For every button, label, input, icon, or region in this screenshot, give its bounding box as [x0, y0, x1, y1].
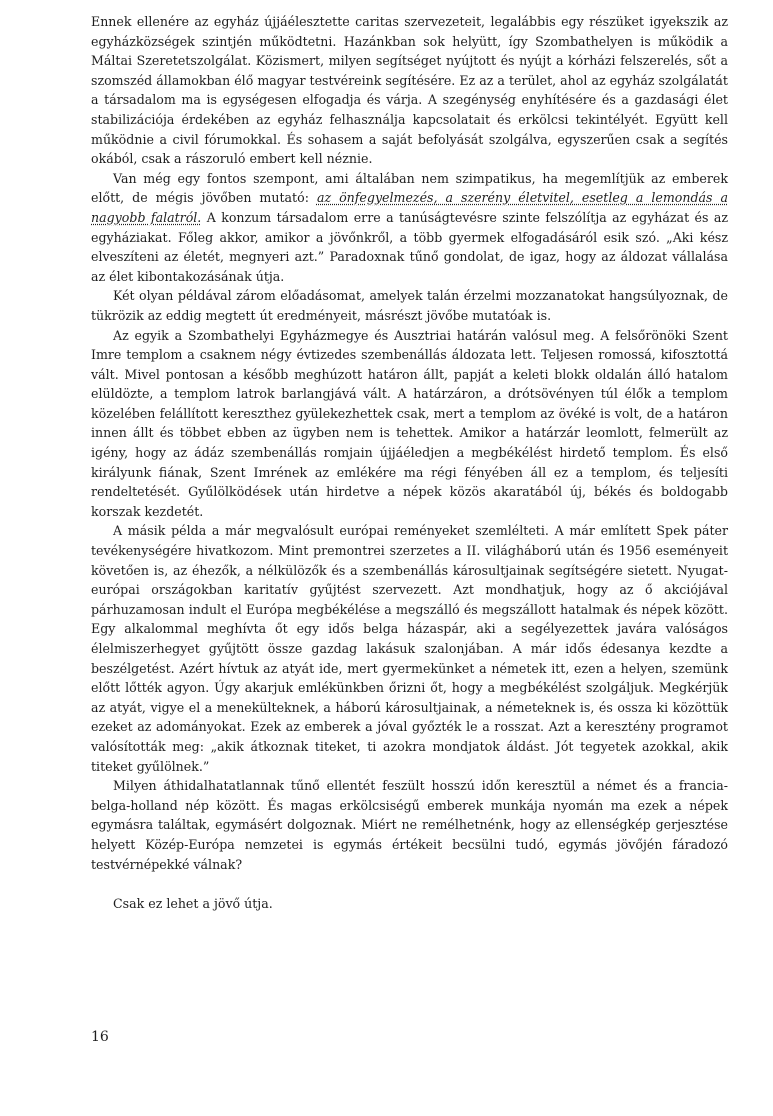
page-number: 16	[91, 1029, 109, 1045]
paragraph-two-examples: Két olyan példával zárom előadásomat, amelyek talán érzelmi mozzanatokat hangsúlyoznak, de tükrözik az eddig megtett út eredményeit, másrészt jövőbe mutatóak is.	[91, 288, 728, 323]
paragraph-caritas: Ennek ellenére az egyház újjáélesztette caritas szervezeteit, legalábbis egy részüket igyekszik az egyházközségek szintjén működtetni. Hazánkban sok helyütt, így Szombathelyen is működik a Máltai Szeretetszolgálat. Közismert, milyen segítséget nyújtott és nyújt a kórházi felszerelés, sőt a szomszéd államokban élő magyar testvéreink segítésére. Ez az a terület, ahol az egyház szolgálatát a társadalom ma is egységesen elfogadja és várja. A szegénység enyhítésére és a gazdasági élet stabilizációja érdekében az egyház felhasználja kapcsolatait és erkölcsi tekintélyét. Együtt kell működnie a civil fórumokkal. És sohasem a saját befolyását szolgálva, egyszerűen csak a segítés okából, csak a rászoruló embert kell néznie.	[91, 14, 728, 167]
paragraph-self-discipline	[91, 169, 728, 287]
paragraph-reconciliation: Milyen áthidalhatatlannak tűnő ellentét feszült hosszú időn keresztül a német és a francia-belga-holland nép között. És magas erkölcsiségű emberek munkája nyomán ma ezek a népek egymásra találtak, egymásért dolgoznak. Miért ne remélhetnénk, hogy az ellenségkép gerjesztése helyett Közép-Európa nemzetei is egymás értékeit becsülni tudó, egymás jövőjén fáradozó testvérnépekké válnak?	[91, 778, 728, 872]
paragraph-self-discipline-lead: Van még egy fontos szempont, ami általában nem szimpatikus, ha megemlítjük az emberek előtt, de mégis jövőben mutató:	[91, 170, 728, 206]
emphasized-phrase: az önfegyelmezés, a szerény életvitel, esetleg a lemondás a nagyobb falatról.	[91, 190, 729, 225]
paragraph-second-example: A másik példa a már megvalósult európai reményeket szemlélteti. A már említett Spek páter tevékenységére hivatkozom. Mint premontrei szerzetes a II. világháború után és 1956 eseményeit követően is, az éhezők, a nélkülözők és a szembenállás károsultjainak segítségére sietett. Nyugat-európai országokban karitatív gyűjtést szervezett. Azt mondhatjuk, hogy az ő akciójával párhuzamosan indult el Európa megbékélése a megszálló és megszállott hatalmak és népek között. Egy alkalommal meghívta őt egy idős belga házaspár, aki a segélyezettek javára valóságos élelmiszerhegyet gyűjtött össze gazdag lakásuk szalonjában. A már idős édesanya kezdte a beszélgetést. Azért hívtuk az atyát ide, mert gyermekünket a németek itt, ezen a helyen, szemünk előtt lőtték agyon. Úgy akarjuk emlékünkben őrizni őt, hogy a megbékélést szolgáljuk. Megkérjük az atyát, vigye el a menekülteknek, a háború károsultjainak, a németeknek is, és ossza ki közöttük ezeket az adományokat. Ezek az emberek a jóval győzték le a rosszat. Azt a keresztény programot valósították meg: „akik átkoznak titeket, ti azokra mondjatok áldást. Jót tegyetek azokkal, akik titeket gyűlölnek.”	[91, 523, 728, 774]
document-body	[91, 12, 728, 914]
paragraph-self-discipline-rest: A konzum társadalom erre a tanúságtevésre szinte felszólítja az egyházat és az egyháziakat. Főleg akkor, amikor a jövőnkről, a több gyermek elfogadásáról esik szó. „Aki kész elveszíteni az életét, megnyeri azt.” Paradoxnak tűnő gondolat, de igaz, hogy az áldozat vállalása az élet kibontakozásának útja.	[91, 209, 728, 284]
closing-sentence: Csak ez lehet a jövő útja.	[113, 896, 273, 912]
paragraph-first-example: Az egyik a Szombathelyi Egyházmegye és Ausztriai határán valósul meg. A felsőrönöki Szent Imre templom a csaknem négy évtizedes szembenállás áldozata lett. Teljesen romossá, kifosztottá vált. Mivel pontosan a később meghúzott határon állt, papját a keleti blokk oldalán álló hatalom elüldözte, a templom latrok barlangjává vált. A határzáron, a drótsövényen túl élők a templom közelében felállított kereszthez gyülekezhettek csak, mert a templom az övéké is volt, de a határon innen állt és többet ebben az ügyben nem is tehettek. Amikor a határzár leomlott, felmerült az igény, hogy az ádáz szembenállás romjain újjáéledjen a megbékélést hirdető templom. És első királyunk fiának, Szent Imrének az emlékére ma régi fényében áll ez a templom, és teljesíti rendeltetését. Gyűlölködések után hirdetve a népek közös akaratából új, békés és boldogabb korszak kezdetét.	[91, 327, 728, 519]
